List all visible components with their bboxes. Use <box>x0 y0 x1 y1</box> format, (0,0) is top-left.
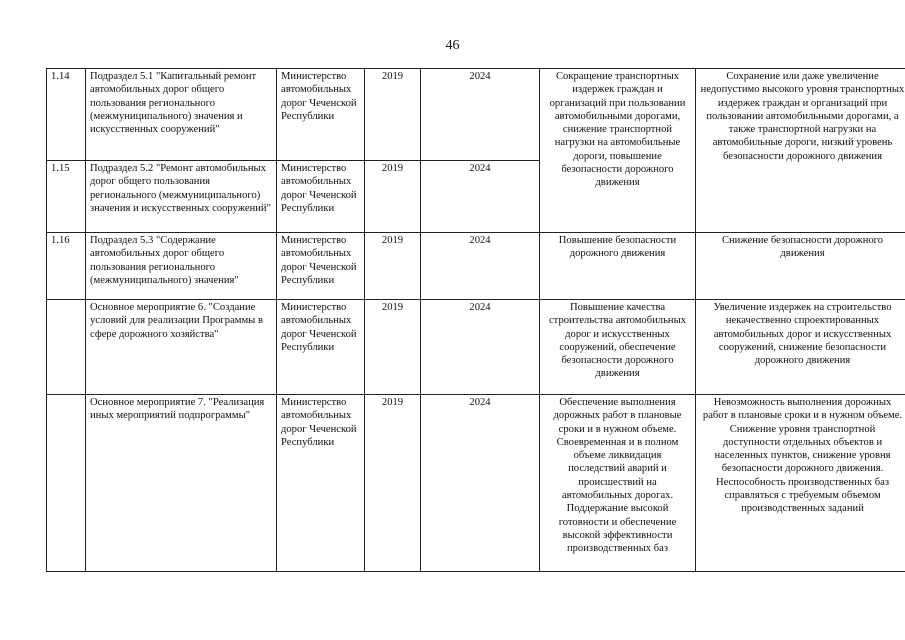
expected-result: Повышение безопасности дорожного движения <box>540 233 696 300</box>
end-year: 2024 <box>421 395 540 572</box>
consequence: Снижение безопасности дорожного движения <box>696 233 905 300</box>
executor: Министерство автомобильных дорог Чеченской Республики <box>277 300 365 395</box>
expected-result: Сокращение транспортных издержек граждан и организаций при пользовании автомобильными дорогами, снижение транспортной нагрузки на автомобильные дороги, повышение безопасности дорожного движения <box>540 69 696 233</box>
activity-name: Подраздел 5.2 "Ремонт автомобильных дорог общего пользования регионального (межмуниципального) значения и искусственных сооружений" <box>86 161 277 233</box>
activity-name: Подраздел 5.1 "Капитальный ремонт автомобильных дорог общего пользования регионального (межмуниципального) значения и искусственных сооружений" <box>86 69 277 161</box>
start-year: 2019 <box>365 161 421 233</box>
expected-result: Повышение качества строительства автомобильных дорог и искусственных сооружений, обеспечение безопасности дорожного движения <box>540 300 696 395</box>
start-year: 2019 <box>365 69 421 161</box>
consequence: Сохранение или даже увеличение недопустимо высокого уровня транспортных издержек граждан и организаций при пользовании автомобильными дорогами, а также транспортной нагрузки на автомобильные дороги, низкий уровень безопасности дорожного движения <box>696 69 905 233</box>
table-row <box>47 395 905 572</box>
activity-name: Подраздел 5.3 "Содержание автомобильных дорог общего пользования регионального (межмуниципального) значения" <box>86 233 277 300</box>
consequence: Увеличение издержек на строительство некачественно спроектированных автомобильных дорог и искусственных сооружений, снижение безопасности дорожного движения <box>696 300 905 395</box>
executor: Министерство автомобильных дорог Чеченской Республики <box>277 233 365 300</box>
end-year: 2024 <box>421 300 540 395</box>
row-number <box>47 395 86 572</box>
activity-name: Основное мероприятие 7. "Реализация иных мероприятий подпрограммы" <box>86 395 277 572</box>
activity-name: Основное мероприятие 6. "Создание условий для реализации Программы в сфере дорожного хозяйства" <box>86 300 277 395</box>
table-row <box>47 233 905 300</box>
end-year: 2024 <box>421 233 540 300</box>
executor: Министерство автомобильных дорог Чеченской Республики <box>277 395 365 572</box>
table-row <box>47 300 905 395</box>
start-year: 2019 <box>365 233 421 300</box>
executor: Министерство автомобильных дорог Чеченской Республики <box>277 69 365 161</box>
page-number: 46 <box>445 38 460 53</box>
row-number <box>47 300 86 395</box>
row-number: 1.16 <box>47 233 86 300</box>
table-row <box>47 69 905 161</box>
end-year: 2024 <box>421 161 540 233</box>
row-number: 1.14 <box>47 69 86 161</box>
end-year: 2024 <box>421 69 540 161</box>
start-year: 2019 <box>365 300 421 395</box>
row-number: 1.15 <box>47 161 86 233</box>
expected-result: Обеспечение выполнения дорожных работ в плановые сроки и в нужном объеме. Своевременная и в полном объеме ликвидация последствий аварий и происшествий на автомобильных дорогах. Поддержание высокой готовности и обеспечение высокой эффективности производственных баз <box>540 395 696 572</box>
consequence: Невозможность выполнения дорожных работ в плановые сроки и в нужном объеме. Снижение уровня транспортной доступности отдельных объектов и населенных пунктов, снижение уровня безопасности дорожного движения. Неспособность производственных баз справляться с требуемым объемом производственных заданий <box>696 395 905 572</box>
start-year: 2019 <box>365 395 421 572</box>
activities-table <box>46 68 905 572</box>
executor: Министерство автомобильных дорог Чеченской Республики <box>277 161 365 233</box>
